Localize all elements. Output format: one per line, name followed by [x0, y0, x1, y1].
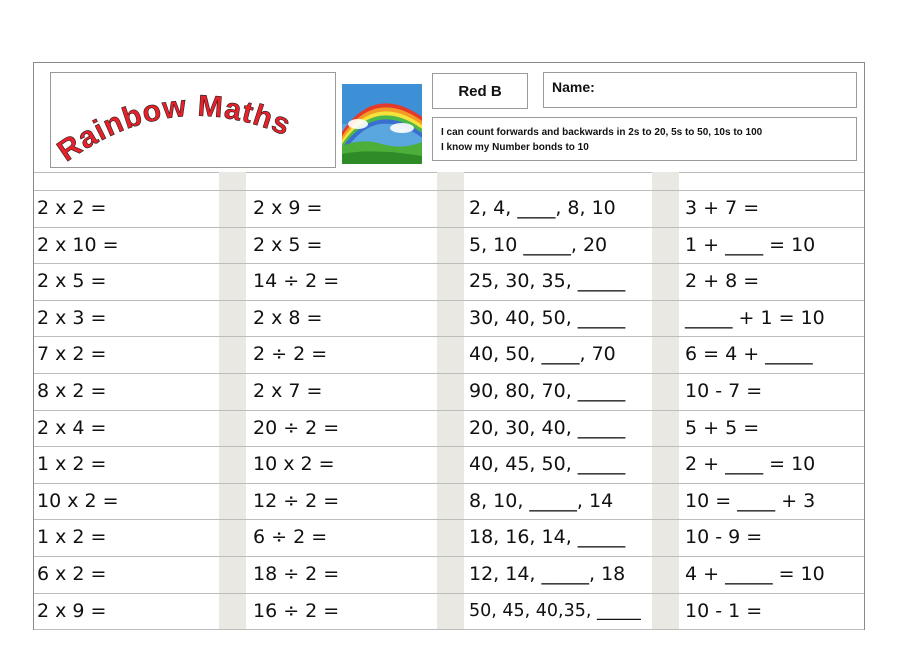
number-bond-question[interactable]: 6 = 4 + _____ [685, 343, 813, 366]
number-bond-question[interactable]: _____ + 1 = 10 [685, 306, 825, 329]
times-question[interactable]: 1 x 2 = [37, 526, 107, 549]
times-question[interactable]: 2 x 3 = [37, 306, 107, 329]
times-question[interactable]: 2 x 10 = [37, 233, 119, 256]
times-divide-question[interactable]: 2 x 9 = [253, 197, 323, 219]
count-sequence-question[interactable]: 8, 10, _____, 14 [469, 489, 614, 512]
title-box [50, 72, 336, 168]
question-row [34, 519, 864, 556]
times-divide-question[interactable]: 10 x 2 = [253, 453, 335, 476]
times-question[interactable]: 2 x 2 = [37, 197, 107, 219]
times-divide-question[interactable]: 2 ÷ 2 = [253, 343, 328, 366]
times-divide-question[interactable]: 16 ÷ 2 = [253, 599, 340, 622]
count-sequence-question[interactable]: 25, 30, 35, _____ [469, 270, 626, 293]
count-sequence-question[interactable]: 40, 45, 50, _____ [469, 453, 626, 476]
number-bond-question[interactable]: 10 - 1 = [685, 599, 763, 622]
number-bond-question[interactable]: 4 + _____ = 10 [685, 563, 825, 585]
question-row [34, 336, 864, 373]
number-bond-question[interactable]: 2 + ____ = 10 [685, 453, 816, 476]
question-row [34, 300, 864, 337]
number-bond-question[interactable]: 3 + 7 = [685, 197, 760, 219]
number-bond-question[interactable]: 10 - 9 = [685, 526, 763, 549]
count-sequence-question[interactable]: 40, 50, ____, 70 [469, 343, 616, 366]
title-arc [51, 73, 337, 169]
question-row [34, 373, 864, 410]
times-question[interactable]: 8 x 2 = [37, 380, 107, 402]
number-bond-question[interactable]: 2 + 8 = [685, 270, 760, 293]
count-sequence-question[interactable]: 2, 4, ____, 8, 10 [469, 197, 616, 219]
number-bond-question[interactable]: 10 - 7 = [685, 380, 763, 402]
times-question[interactable]: 1 x 2 = [37, 453, 107, 476]
count-sequence-question[interactable]: 12, 14, _____, 18 [469, 563, 626, 585]
level-label: Red B [432, 73, 528, 109]
times-divide-question[interactable]: 12 ÷ 2 = [253, 489, 340, 512]
times-divide-question[interactable]: 2 x 8 = [253, 306, 323, 329]
question-row [34, 263, 864, 300]
goal-number-bonds: I know my Number bonds to 10 [441, 142, 589, 153]
times-divide-question[interactable]: 18 ÷ 2 = [253, 563, 340, 585]
times-question[interactable]: 7 x 2 = [37, 343, 107, 366]
name-label: Name: [552, 79, 595, 95]
rainbow-picture [342, 84, 422, 164]
learning-goals [432, 117, 857, 161]
count-sequence-question[interactable]: 5, 10 _____, 20 [469, 233, 608, 256]
times-question[interactable]: 2 x 9 = [37, 599, 107, 622]
name-field[interactable] [543, 72, 857, 108]
times-divide-question[interactable]: 2 x 7 = [253, 380, 323, 402]
question-row [34, 483, 864, 520]
count-sequence-question[interactable]: 20, 30, 40, _____ [469, 416, 626, 439]
goal-counting: I can count forwards and backwards in 2s to 20, 5s to 50, 10s to 100 [441, 127, 763, 138]
times-question[interactable]: 6 x 2 = [37, 563, 107, 585]
questions-grid [34, 190, 864, 630]
times-question[interactable]: 10 x 2 = [37, 489, 119, 512]
number-bond-question[interactable]: 5 + 5 = [685, 416, 760, 439]
question-row [34, 556, 864, 593]
question-row [34, 190, 864, 227]
question-row [34, 593, 864, 630]
count-sequence-question[interactable]: 18, 16, 14, _____ [469, 526, 626, 549]
number-bond-question[interactable]: 1 + ____ = 10 [685, 233, 816, 256]
question-row [34, 446, 864, 483]
question-row [34, 227, 864, 264]
times-question[interactable]: 2 x 4 = [37, 416, 107, 439]
number-bond-question[interactable]: 10 = ____ + 3 [685, 489, 816, 512]
count-sequence-question[interactable]: 30, 40, 50, _____ [469, 306, 626, 329]
times-divide-question[interactable]: 6 ÷ 2 = [253, 526, 328, 549]
count-sequence-question[interactable]: 50, 45, 40,35, _____ [469, 600, 641, 621]
page-title: Rainbow Maths [51, 89, 296, 169]
times-divide-question[interactable]: 20 ÷ 2 = [253, 416, 340, 439]
times-divide-question[interactable]: 2 x 5 = [253, 233, 323, 256]
count-sequence-question[interactable]: 90, 80, 70, _____ [469, 380, 626, 402]
times-question[interactable]: 2 x 5 = [37, 270, 107, 293]
times-divide-question[interactable]: 14 ÷ 2 = [253, 270, 340, 293]
row-divider [34, 629, 864, 630]
question-row [34, 410, 864, 447]
